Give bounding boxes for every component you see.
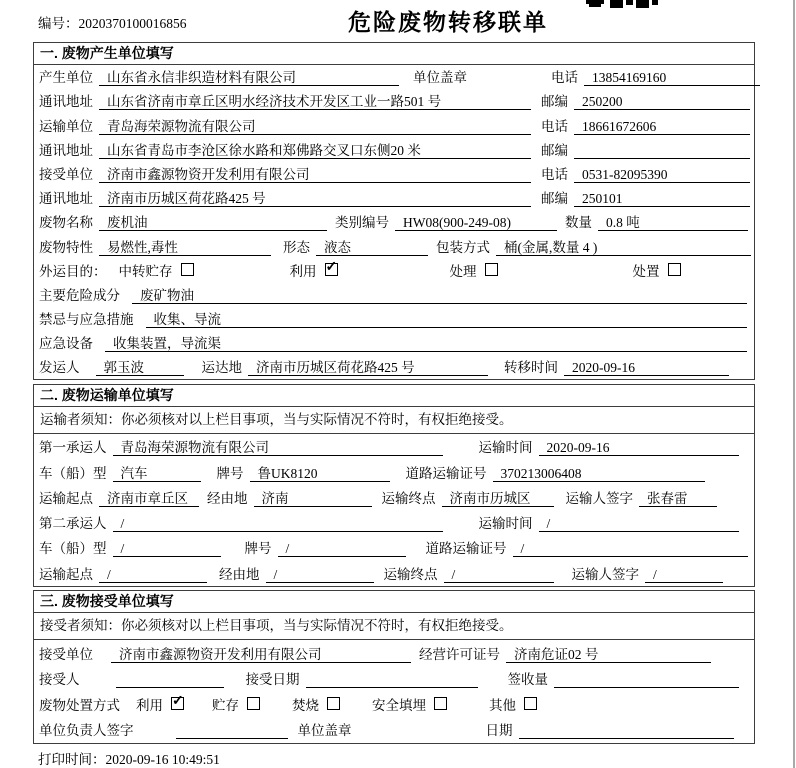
checkbox-unchecked-icon bbox=[181, 263, 194, 276]
field-label: 禁忌与应急措施 bbox=[39, 312, 134, 328]
checkbox-checked-icon bbox=[171, 697, 184, 710]
field-label: 运输终点 bbox=[381, 490, 436, 506]
field-label: 接受日期 bbox=[245, 672, 300, 687]
form-row bbox=[34, 485, 754, 510]
checkbox-label: 焚烧 bbox=[292, 697, 319, 713]
field-label: 第一承运人 bbox=[39, 440, 107, 456]
section-notice: 接受者须知：你必须核对以上栏目事项，当与实际情况不符时，有权拒绝接受。 bbox=[34, 613, 754, 640]
field-label: 产生单位 bbox=[39, 70, 93, 86]
field-label: 运输人签字 bbox=[571, 566, 639, 582]
form-row bbox=[34, 560, 754, 585]
field-label: 日期 bbox=[485, 723, 513, 738]
field-value: 济南 bbox=[254, 490, 372, 507]
field-label: 运输人签字 bbox=[565, 490, 633, 506]
field-value: 250200 bbox=[574, 93, 750, 110]
field-label: 道路运输证号 bbox=[405, 465, 487, 481]
form-row bbox=[34, 162, 754, 186]
form-row bbox=[34, 355, 754, 379]
form-section bbox=[33, 590, 755, 744]
field-value: 济南市鑫源物资开发利用有限公司 bbox=[99, 166, 531, 183]
field-value: 郭玉波 bbox=[96, 359, 184, 376]
form-row bbox=[34, 210, 754, 234]
checkbox-unchecked-icon bbox=[485, 263, 498, 276]
field-value bbox=[554, 671, 739, 688]
form-row bbox=[34, 234, 754, 258]
print-time bbox=[38, 748, 220, 768]
field-value: 鲁UK8120 bbox=[250, 465, 390, 482]
field-label: 单位盖章 bbox=[297, 723, 352, 738]
field-value: 青岛海荣源物流有限公司 bbox=[113, 439, 443, 456]
field-value: / bbox=[113, 540, 221, 557]
field-label: 废物特性 bbox=[39, 239, 93, 255]
form-row bbox=[34, 717, 754, 743]
print-time-value: 2020-09-16 10:49:51 bbox=[105, 752, 220, 767]
field-label: 发运人 bbox=[39, 360, 80, 376]
checkbox-label: 安全填埋 bbox=[372, 697, 426, 713]
form-row bbox=[34, 307, 754, 331]
field-label: 牌号 bbox=[244, 541, 272, 557]
section-notice: 运输者须知：你必须核对以上栏目事项，当与实际情况不符时，有权拒绝接受。 bbox=[34, 407, 754, 434]
form-row bbox=[34, 666, 754, 692]
form-row bbox=[34, 535, 754, 560]
field-label: 外运目的： bbox=[39, 263, 107, 279]
field-value: 济南市历城区荷花路425 号 bbox=[99, 190, 531, 207]
checkbox-option bbox=[633, 260, 681, 280]
form-section bbox=[33, 42, 755, 380]
form-row bbox=[34, 65, 754, 89]
field-label: 废物处置方式 bbox=[39, 697, 120, 713]
form-row bbox=[34, 138, 754, 162]
checkbox-option bbox=[450, 260, 498, 280]
checkbox-unchecked-icon bbox=[434, 697, 447, 710]
field-label: 运达地 bbox=[201, 360, 242, 376]
field-label: 接受单位 bbox=[39, 166, 93, 182]
field-value: 0.8 吨 bbox=[598, 214, 748, 231]
field-value bbox=[306, 671, 478, 688]
field-value: 济南市历城区 bbox=[442, 490, 554, 507]
form-row bbox=[34, 89, 754, 113]
field-value: / bbox=[513, 540, 748, 557]
checkbox-label: 利用 bbox=[136, 697, 163, 713]
field-label: 车（船）型 bbox=[39, 541, 107, 557]
field-value bbox=[574, 142, 750, 159]
field-label: 应急设备 bbox=[39, 336, 93, 352]
field-value: / bbox=[266, 566, 374, 583]
checkbox-label: 处理 bbox=[449, 263, 477, 279]
print-time-label: 打印时间： bbox=[38, 752, 106, 767]
field-value bbox=[116, 671, 224, 688]
field-value: 济南市鑫源物资开发利用有限公司 bbox=[111, 646, 411, 663]
field-value: / bbox=[645, 566, 723, 583]
field-label: 签收量 bbox=[507, 672, 548, 687]
field-value: / bbox=[278, 540, 406, 557]
field-value: 18661672606 bbox=[574, 118, 750, 135]
section-title: 三. 废物接受单位填写 bbox=[34, 591, 754, 613]
page-edge bbox=[793, 0, 795, 768]
field-label: 包装方式 bbox=[436, 239, 490, 255]
field-label: 单位负责人签字 bbox=[39, 723, 134, 738]
field-value: 250101 bbox=[574, 190, 750, 207]
form-row bbox=[34, 283, 754, 307]
checkbox-option bbox=[292, 694, 340, 714]
field-value: 易燃性,毒性 bbox=[99, 239, 271, 256]
field-value: / bbox=[444, 566, 554, 583]
field-label: 接受单位 bbox=[39, 646, 93, 662]
form-row bbox=[34, 259, 754, 283]
field-value: 2020-09-16 bbox=[564, 359, 729, 376]
field-value: / bbox=[113, 515, 443, 532]
field-label: 运输时间 bbox=[478, 516, 533, 532]
field-value: / bbox=[539, 515, 739, 532]
field-label: 通讯地址 bbox=[39, 191, 93, 207]
field-value: 废矿物油 bbox=[132, 287, 747, 304]
checkbox-option bbox=[119, 260, 194, 280]
form-row bbox=[34, 113, 754, 137]
field-label: 接受人 bbox=[39, 672, 80, 687]
field-value: 0531-82095390 bbox=[574, 166, 750, 183]
field-value: 收集装置，导流渠 bbox=[105, 335, 747, 352]
field-label: 电话 bbox=[541, 166, 568, 182]
form-row bbox=[34, 459, 754, 484]
field-label: 主要危险成分 bbox=[39, 287, 120, 303]
section-title: 二. 废物运输单位填写 bbox=[34, 385, 754, 407]
form-row bbox=[34, 691, 754, 717]
cropped-stamp-fragment bbox=[586, 0, 660, 9]
checkbox-unchecked-icon bbox=[524, 697, 537, 710]
checkbox-checked-icon bbox=[325, 263, 338, 276]
field-value: 废机油 bbox=[99, 214, 327, 231]
field-label: 通讯地址 bbox=[39, 94, 93, 110]
field-value: 山东省青岛市李沧区徐水路和郑佛路交叉口东侧20 米 bbox=[99, 142, 531, 159]
checkbox-unchecked-icon bbox=[668, 263, 681, 276]
field-label: 运输起点 bbox=[39, 490, 93, 506]
checkbox-option bbox=[290, 260, 338, 280]
field-value: 液态 bbox=[316, 239, 428, 256]
field-value: 山东省永信非织造材料有限公司 bbox=[99, 69, 399, 86]
doc-number-label: 编号： bbox=[38, 16, 79, 31]
checkbox-label: 中转贮存 bbox=[118, 263, 173, 279]
field-label: 经由地 bbox=[207, 490, 248, 506]
field-value bbox=[519, 722, 734, 739]
checkbox-option bbox=[489, 694, 537, 714]
field-label: 邮编 bbox=[541, 142, 568, 158]
field-label: 经由地 bbox=[219, 566, 260, 582]
field-label: 单位盖章 bbox=[413, 70, 467, 86]
field-label: 数量 bbox=[565, 215, 592, 231]
field-label: 第二承运人 bbox=[39, 516, 107, 532]
field-value: 济南市章丘区 bbox=[99, 490, 199, 507]
field-label: 通讯地址 bbox=[39, 142, 93, 158]
field-value: 收集、导流 bbox=[146, 311, 748, 328]
field-label: 牌号 bbox=[216, 465, 244, 481]
field-label: 形态 bbox=[283, 239, 310, 255]
checkbox-label: 利用 bbox=[289, 263, 317, 279]
page-title: 危险废物转移联单 bbox=[348, 9, 548, 35]
field-label: 转移时间 bbox=[504, 360, 558, 376]
field-label: 邮编 bbox=[541, 94, 568, 110]
field-value: 370213006408 bbox=[493, 465, 705, 482]
checkbox-label: 其他 bbox=[489, 697, 516, 713]
field-value: 山东省济南市章丘区明水经济技术开发区工业一路501 号 bbox=[99, 93, 531, 110]
checkbox-label: 处置 bbox=[632, 263, 660, 279]
field-label: 车（船）型 bbox=[39, 465, 107, 481]
field-label: 道路运输证号 bbox=[425, 541, 507, 557]
field-value bbox=[176, 722, 288, 739]
field-value: HW08(900-249-08) bbox=[395, 214, 557, 231]
field-label: 电话 bbox=[551, 70, 578, 86]
form-row bbox=[34, 434, 754, 459]
form-row bbox=[34, 640, 754, 666]
field-label: 废物名称 bbox=[39, 215, 93, 231]
checkbox-option bbox=[136, 694, 184, 714]
field-label: 运输单位 bbox=[39, 118, 93, 134]
field-label: 运输时间 bbox=[478, 440, 533, 456]
field-value: 汽车 bbox=[113, 465, 201, 482]
field-value: 济南危证02 号 bbox=[506, 646, 711, 663]
form-row bbox=[34, 186, 754, 210]
section-title: 一. 废物产生单位填写 bbox=[34, 43, 754, 65]
doc-number-value: 2020370100016856 bbox=[78, 16, 187, 31]
field-label: 类别编号 bbox=[335, 215, 389, 231]
field-label: 运输起点 bbox=[39, 566, 93, 582]
form-row bbox=[34, 510, 754, 535]
checkbox-label: 贮存 bbox=[212, 697, 239, 713]
field-value: 济南市历城区荷花路425 号 bbox=[248, 359, 488, 376]
checkbox-unchecked-icon bbox=[247, 697, 260, 710]
field-value: 张春雷 bbox=[639, 490, 717, 507]
field-value: 2020-09-16 bbox=[539, 439, 739, 456]
field-value: 青岛海荣源物流有限公司 bbox=[99, 118, 531, 135]
checkbox-option bbox=[212, 694, 260, 714]
field-value: 桶(金属,数量 4 ) bbox=[496, 239, 751, 256]
field-value: 13854169160 bbox=[584, 69, 760, 86]
field-label: 电话 bbox=[541, 118, 568, 134]
form-section bbox=[33, 384, 755, 587]
form-row bbox=[34, 331, 754, 355]
checkbox-option bbox=[372, 694, 447, 714]
field-label: 运输终点 bbox=[383, 566, 438, 582]
field-value: / bbox=[99, 566, 207, 583]
field-label: 邮编 bbox=[541, 191, 568, 207]
checkbox-unchecked-icon bbox=[327, 697, 340, 710]
field-label: 经营许可证号 bbox=[419, 646, 500, 662]
